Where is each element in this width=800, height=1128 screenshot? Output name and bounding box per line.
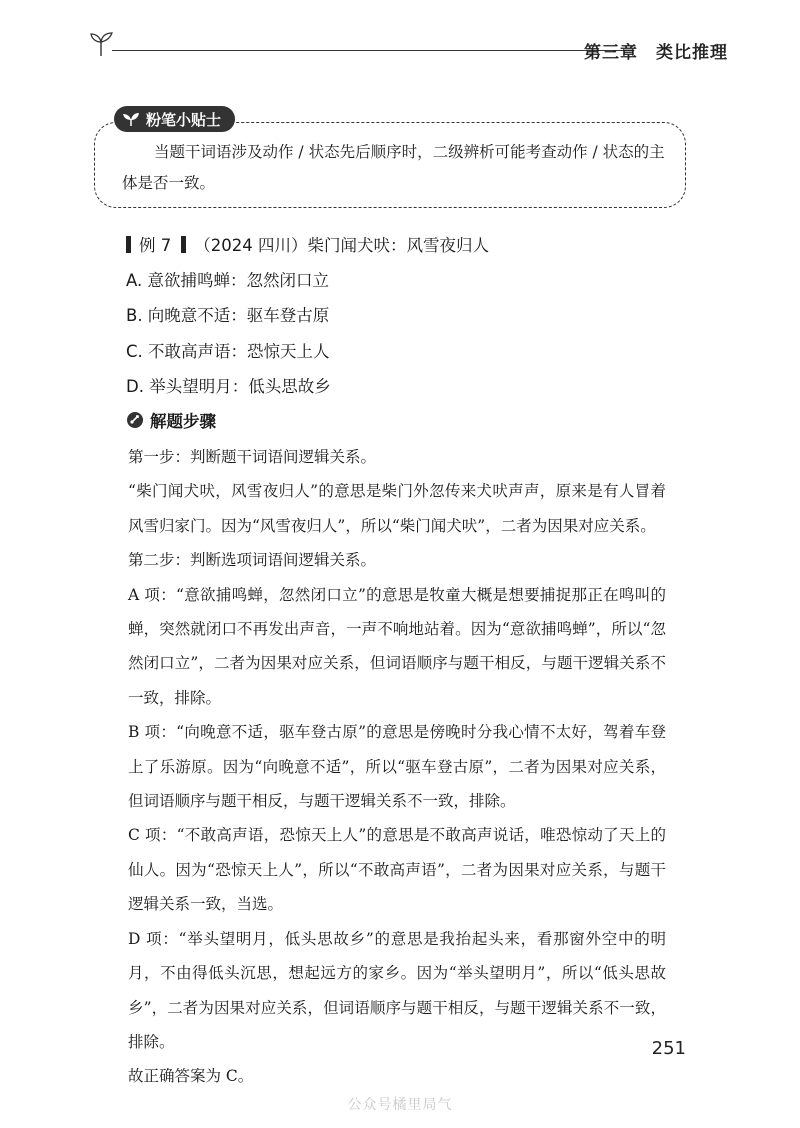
chapter-title (584, 38, 728, 63)
tip-label-text: 粉笔小贴士 (146, 110, 222, 129)
solution-heading (126, 408, 216, 432)
example-number: 例 7 (139, 236, 172, 255)
tip-text: 当题干词语涉及动作 / 状态先后顺序时，二级辨析可能考查动作 / 状态的主体是否一致。 (122, 143, 665, 192)
solution-body (128, 440, 666, 1094)
solution-paragraph: 第一步：判断题干词语间逻辑关系。 (128, 448, 377, 466)
sprout-icon (88, 30, 116, 58)
example-heading (126, 232, 489, 256)
option-d: D. 举头望明月：低头思故乡 (126, 377, 331, 396)
watermark: 公众号橘里局气 (347, 1097, 453, 1113)
option-b: B. 向晚意不适：驱车登古原 (126, 306, 330, 325)
solution-heading-text: 解题步骤 (150, 412, 216, 431)
example-question: （2024 四川）柴门闻犬吠：风雪夜归人 (194, 236, 489, 255)
leaf-icon (122, 111, 140, 127)
option-c: C. 不敢高声语：恐惊天上人 (126, 342, 330, 361)
solution-paragraph: D 项：“举头望明月，低头思故乡”的意思是我抬起头来，看那窗外空中的明月，不由得低头沉思，想起远方的家乡。因为“举头望明月”，所以“低头思故乡”，二者为因果对应关系，但词语顺序与题干相反，与题干逻辑关系不一致，排除。 (128, 929, 666, 1051)
solution-paragraph: C 项：“不敢高声语，恐惊天上人”的意思是不敢高声说话，唯恐惊动了天上的仙人。因为“恐惊天上人”，所以“不敢高声语”，二者为因果对应关系，与题干逻辑关系一致，当选。 (128, 826, 666, 914)
page-header (88, 30, 728, 66)
option-a: A. 意欲捕鸣蝉：忽然闭口立 (126, 271, 329, 290)
solution-paragraph: “柴门闻犬吠，风雪夜归人”的意思是柴门外忽传来犬吠声声，原来是有人冒着风雪归家门。因为“风雪夜归人”，所以“柴门闻犬吠”，二者为因果对应关系。 (128, 482, 666, 535)
chapter-name: 类比推理 (656, 43, 728, 63)
tip-label (114, 106, 235, 132)
steps-icon (126, 411, 144, 429)
chapter-number: 第三章 (584, 43, 638, 63)
solution-paragraph: 第二步：判断选项词语间逻辑关系。 (128, 551, 377, 570)
page-number: 251 (651, 1038, 686, 1059)
bar-marker (181, 236, 186, 253)
header-rule (112, 50, 632, 51)
bar-marker (126, 236, 131, 253)
solution-paragraph: A 项：“意欲捕鸣蝉，忽然闭口立”的意思是牧童大概是想要捕捉那正在鸣叫的蝉，突然就闭口不再发出声音，一声不响地站着。因为“意欲捕鸣蝉”，所以“忽然闭口立”，二者为因果对应关系，但词语顺序与题干相反，与题干逻辑关系不一致，排除。 (128, 585, 666, 707)
solution-paragraph: 故正确答案为 C。 (128, 1067, 254, 1086)
solution-paragraph: B 项：“向晚意不适，驱车登古原”的意思是傍晚时分我心情不太好，驾着车登上了乐游原。因为“向晚意不适”，所以“驱车登古原”，二者为因果对应关系，但词语顺序与题干相反，与题干逻辑关系不一致，排除。 (128, 723, 666, 811)
